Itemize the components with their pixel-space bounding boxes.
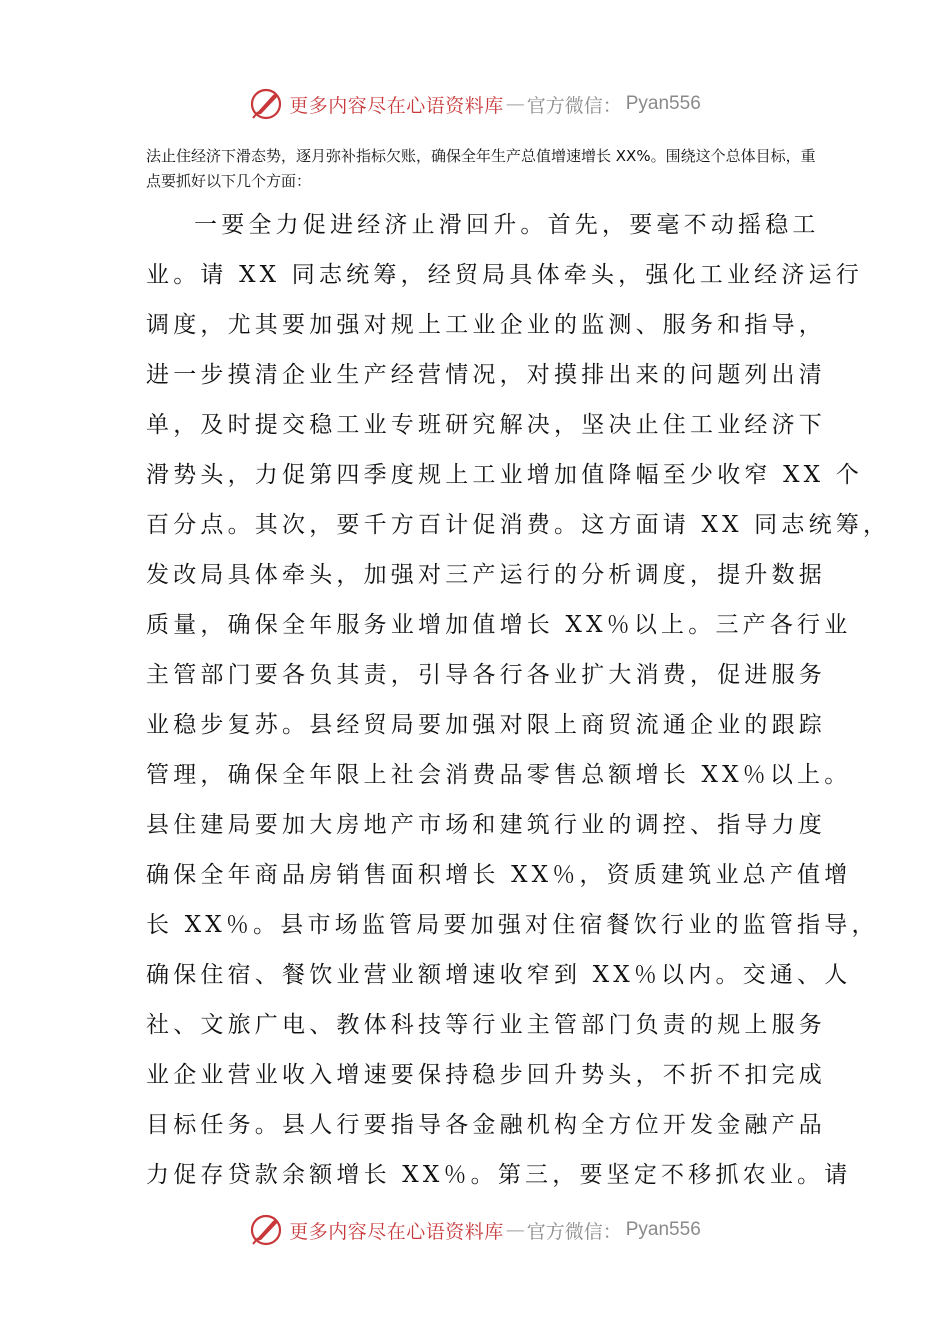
body-line: 百分点。其次，要千方百计促消费。这方面请 XX 同志统筹， (146, 512, 891, 538)
watermark-wechat-label: 官方微信： (526, 94, 622, 117)
watermark-site-text: 更多内容尽在心语资料库 (289, 94, 504, 117)
body-line: 县住建局要加大房地产市场和建筑行业的调控、指导力度 (146, 812, 826, 838)
watermark-wechat-id: Pyan556 (625, 1219, 701, 1240)
body-line: 业企业营业收入增速要保持稳步回升势头，不折不扣完成 (146, 1062, 826, 1088)
body-line: 确保全年商品房销售面积增长 XX％，资质建筑业总产值增 (146, 862, 852, 888)
document-body (146, 200, 891, 1200)
quill-pen-logo-icon (249, 1213, 283, 1247)
body-line: 目标任务。县人行要指导各金融机构全方位开发金融产品 (146, 1112, 826, 1138)
body-line: 主管部门要各负其责，引导各行各业扩大消费，促进服务 (146, 662, 826, 688)
watermark-separator: — (505, 1219, 525, 1241)
quill-pen-logo-icon (249, 87, 283, 121)
body-line: 管理，确保全年限上社会消费品零售总额增长 XX％以上。 (146, 762, 852, 788)
body-line: 单，及时提交稳工业专班研究解决，坚决止住工业经济下 (146, 412, 826, 438)
body-line: 进一步摸清企业生产经营情况，对摸排出来的问题列出清 (146, 362, 826, 388)
watermark-wechat-id: Pyan556 (625, 93, 701, 114)
body-line: 发改局具体牵头，加强对三产运行的分析调度，提升数据 (146, 562, 826, 588)
body-line: 调度，尤其要加强对规上工业企业的监测、服务和指导， (146, 312, 826, 338)
body-line: 长 XX％。县市场监管局要加强对住宿餐饮行业的监管指导， (146, 912, 879, 938)
body-line: 一要全力促进经济止滑回升。首先，要毫不动摇稳工 (194, 212, 820, 238)
body-line: 滑势头，力促第四季度规上工业增加值降幅至少收窄 XX 个 (146, 462, 863, 488)
body-line: 社、文旅广电、教体科技等行业主管部门负责的规上服务 (146, 1012, 826, 1038)
watermark-wechat-label: 官方微信： (526, 1220, 622, 1243)
body-line: 质量，确保全年服务业增加值增长 XX％以上。三产各行业 (146, 612, 852, 638)
header-watermark (0, 84, 950, 124)
intro-paragraph: 法止住经济下滑态势，逐月弥补指标欠账，确保全年生产总值增速增长 XX%。围绕这个总体目标，重点要抓好以下几个方面： (146, 147, 816, 190)
watermark-separator: — (505, 93, 525, 115)
body-line: 业。请 XX 同志统筹，经贸局具体牵头，强化工业经济运行 (146, 262, 863, 288)
body-line: 确保住宿、餐饮业营业额增速收窄到 XX％以内。交通、人 (146, 962, 852, 988)
body-line: 力促存贷款余额增长 XX％。第三，要坚定不移抓农业。请 (146, 1162, 852, 1188)
watermark-site-text: 更多内容尽在心语资料库 (289, 1220, 504, 1243)
footer-watermark (0, 1210, 950, 1250)
body-line: 业稳步复苏。县经贸局要加强对限上商贸流通企业的跟踪 (146, 712, 826, 738)
